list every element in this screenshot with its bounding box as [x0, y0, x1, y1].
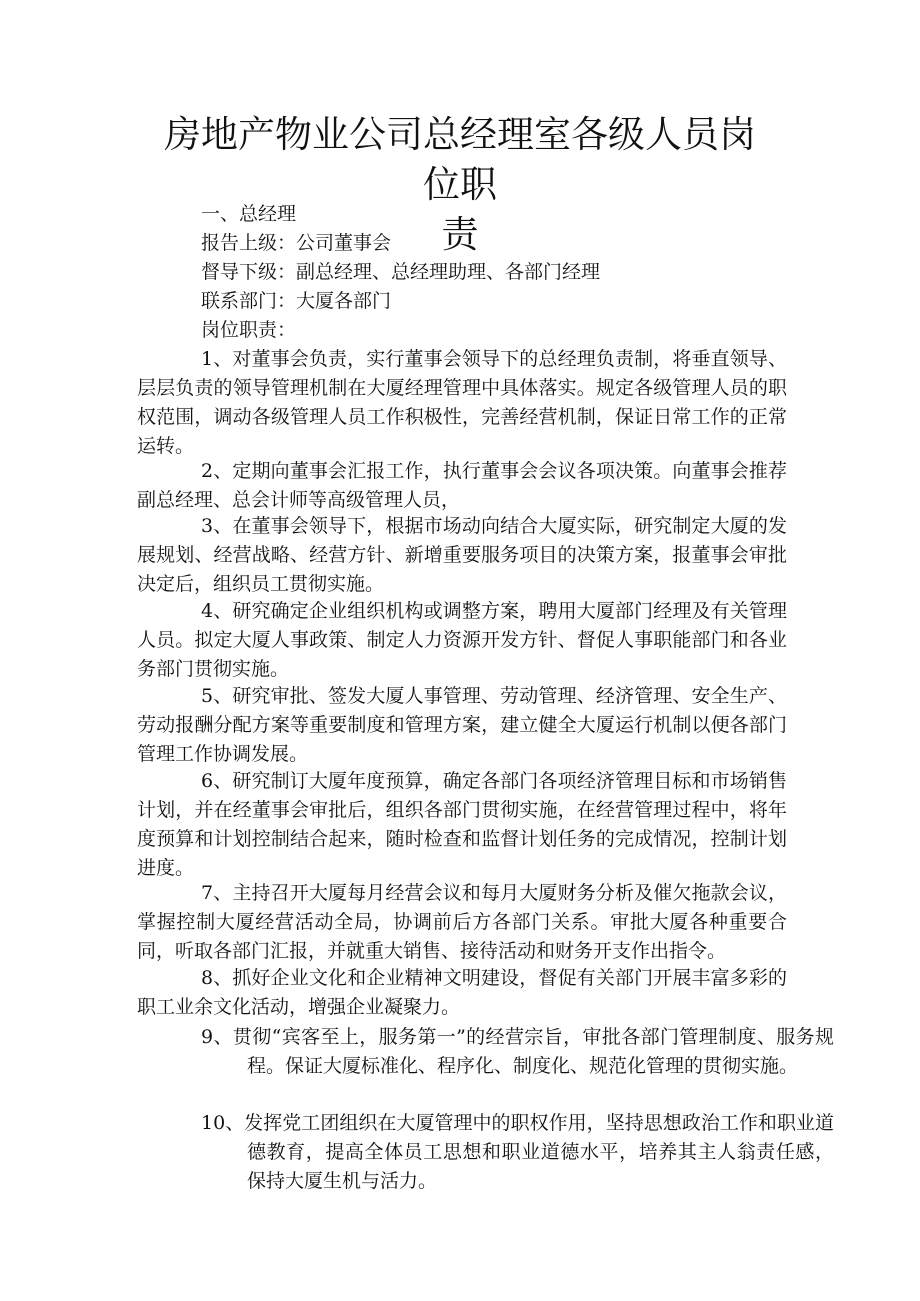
- report-to-line: 报告上级：公司董事会: [201, 232, 392, 254]
- duty-item-3: 3、在董事会领导下，根据市场动向结合大厦实际，研究制定大厦的发展规划、经营战略、经营方针、新增重要服务项目的决策方案，报董事会审批决定后，组织员工贯彻实施。: [137, 515, 787, 595]
- document-title-line2: 责: [441, 213, 479, 256]
- duty-item-4: 4、研究确定企业组织机构或调整方案，聘用大厦部门经理及有关管理人员。拟定大厦人事政策、制定人力资源开发方针、督促人事职能部门和各业务部门贯彻实施。: [137, 600, 787, 680]
- section-heading: 一、总经理: [201, 203, 297, 225]
- contact-line: 联系部门：大厦各部门: [201, 290, 392, 312]
- duty-item-6: 6、研究制订大厦年度预算，确定各部门各项经济管理目标和市场销售计划，并在经董事会审批后，组织各部门贯彻实施，在经营管理过程中，将年度预算和计划控制结合起来，随时检查和监督计划任务的完成情况，控制计划进度。: [137, 770, 787, 879]
- duty-item-10: 10、发挥党工团组织在大厦管理中的职权作用，坚持思想政治工作和职业道德教育，提高全体员工思想和职业道德水平，培养其主人翁责任感，保持大厦生机与活力。: [201, 1112, 834, 1192]
- document-title-line1: 房地产物业公司总经理室各级人员岗位职: [164, 113, 756, 206]
- duty-item-7: 7、主持召开大厦每月经营会议和每月大厦财务分析及催欠拖款会议，掌握控制大厦经营活动全局，协调前后方各部门关系。审批大厦各种重要合同，听取各部门汇报，并就重大销售、接待活动和财务开支作出指令。: [137, 882, 787, 962]
- duty-item-2: 2、定期向董事会汇报工作，执行董事会会议各项决策。向董事会推荐副总经理、总会计师等高级管理人员，: [137, 460, 787, 511]
- duty-item-1: 1、对董事会负责，实行董事会领导下的总经理负责制，将垂直领导、层层负责的领导管理机制在大厦经理管理中具体落实。规定各级管理人员的职权范围，调动各级管理人员工作积极性，完善经营机制，保证日常工作的正常运转。: [137, 348, 787, 457]
- duty-item-5: 5、研究审批、签发大厦人事管理、劳动管理、经济管理、安全生产、劳动报酬分配方案等重要制度和管理方案，建立健全大厦运行机制以便各部门管理工作协调发展。: [137, 685, 787, 765]
- supervise-line: 督导下级：副总经理、总经理助理、各部门经理: [201, 261, 601, 283]
- duty-item-8: 8、抓好企业文化和企业精神文明建设，督促有关部门开展丰富多彩的职工业余文化活动，增强企业凝聚力。: [137, 967, 787, 1018]
- duty-item-9: 9、贯彻“宾客至上，服务第一”的经营宗旨，审批各部门管理制度、服务规程。保证大厦标准化、程序化、制度化、规范化管理的贯彻实施。: [201, 1026, 834, 1077]
- duties-heading: 岗位职责：: [201, 319, 297, 341]
